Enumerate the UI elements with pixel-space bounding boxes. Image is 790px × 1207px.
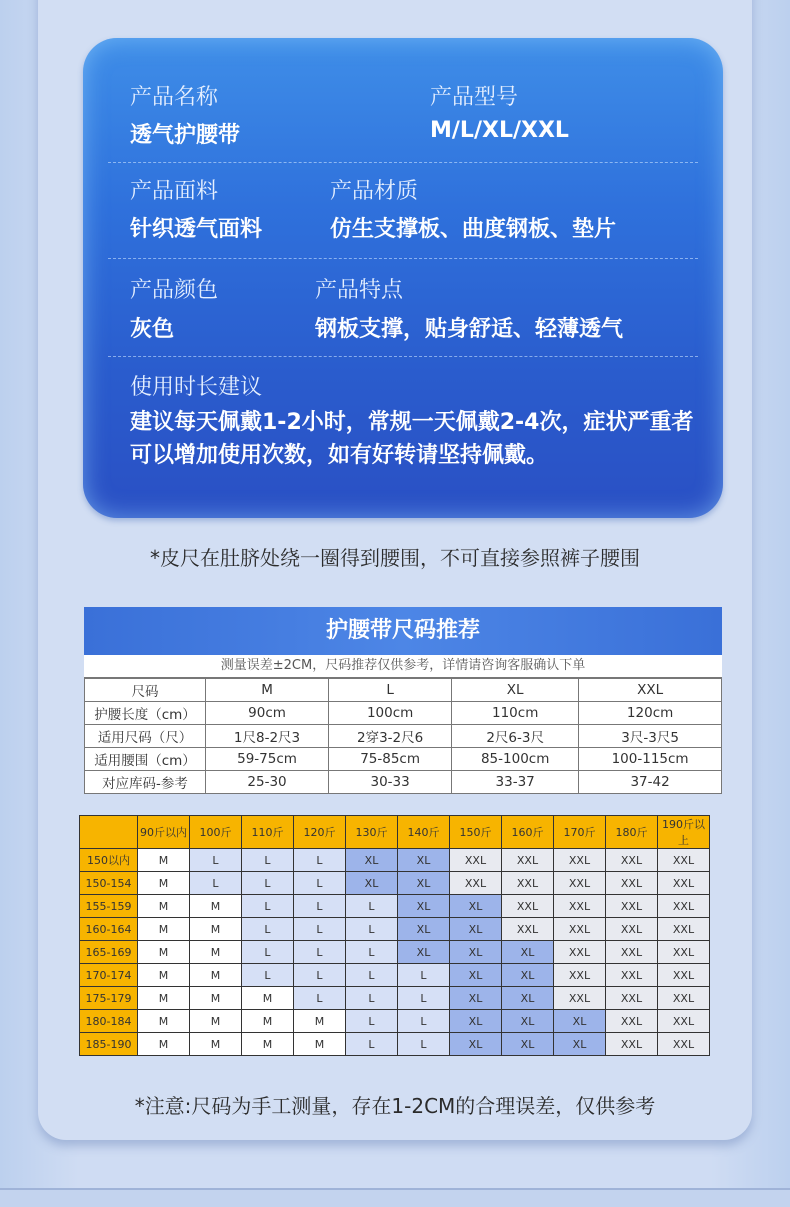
size-grid-cell: XL bbox=[502, 987, 554, 1010]
usage-label: 使用时长建议 bbox=[130, 375, 263, 400]
grid-row bbox=[80, 987, 710, 1010]
size-table-row bbox=[85, 771, 722, 794]
size-grid-cell: XL bbox=[398, 895, 450, 918]
size-grid-cell: XXL bbox=[502, 872, 554, 895]
height-header: 150以内 bbox=[80, 849, 138, 872]
size-grid-cell: XXL bbox=[554, 964, 606, 987]
size-grid-cell: M bbox=[190, 895, 242, 918]
size-cell: 100cm bbox=[329, 702, 452, 725]
weight-header: 110斤 bbox=[242, 816, 294, 849]
grid-row bbox=[80, 941, 710, 964]
size-grid-cell: XXL bbox=[658, 895, 710, 918]
size-grid-cell: M bbox=[138, 964, 190, 987]
product-model-label: 产品型号 bbox=[430, 85, 519, 110]
height-header: 180-184 bbox=[80, 1010, 138, 1033]
weight-header: 100斤 bbox=[190, 816, 242, 849]
product-name-value: 透气护腰带 bbox=[130, 123, 241, 148]
size-grid-cell: L bbox=[346, 964, 398, 987]
info-row-color bbox=[108, 258, 698, 357]
size-grid-cell: XXL bbox=[554, 987, 606, 1010]
size-grid-cell: XXL bbox=[658, 1033, 710, 1056]
size-grid-cell: XXL bbox=[554, 849, 606, 872]
bottom-bar bbox=[0, 1188, 790, 1207]
size-grid-cell: L bbox=[398, 1033, 450, 1056]
size-grid-cell: M bbox=[190, 1010, 242, 1033]
size-grid-cell: XL bbox=[502, 1010, 554, 1033]
height-header: 160-164 bbox=[80, 918, 138, 941]
size-cell: L bbox=[329, 679, 452, 702]
product-feature-value: 钢板支撑，贴身舒适、轻薄透气 bbox=[315, 317, 624, 342]
product-fabric-value: 针织透气面料 bbox=[130, 217, 263, 242]
size-grid-cell: XL bbox=[450, 941, 502, 964]
size-grid-cell: XL bbox=[398, 918, 450, 941]
grid-row bbox=[80, 918, 710, 941]
weight-header: 130斤 bbox=[346, 816, 398, 849]
size-grid-cell: L bbox=[294, 964, 346, 987]
height-header: 165-169 bbox=[80, 941, 138, 964]
info-row-usage bbox=[108, 356, 698, 496]
grid-row bbox=[80, 895, 710, 918]
size-grid-cell: M bbox=[138, 987, 190, 1010]
size-grid-cell: XL bbox=[450, 1010, 502, 1033]
size-cell: XL bbox=[452, 679, 579, 702]
size-grid-cell: XXL bbox=[658, 849, 710, 872]
size-grid-cell: XXL bbox=[606, 987, 658, 1010]
size-recommendation-table bbox=[84, 607, 722, 794]
size-grid-cell: L bbox=[346, 941, 398, 964]
size-table-subtitle: 测量误差±2CM，尺码推荐仅供参考，详情请咨询客服确认下单 bbox=[84, 655, 722, 678]
size-grid-cell: XL bbox=[502, 941, 554, 964]
grid-row bbox=[80, 1033, 710, 1056]
size-row-header: 适用腰围（cm） bbox=[85, 748, 206, 771]
size-grid-cell: XL bbox=[450, 918, 502, 941]
product-fabric-label: 产品面料 bbox=[130, 179, 219, 204]
product-color-value: 灰色 bbox=[130, 317, 175, 342]
size-grid-cell: XXL bbox=[502, 849, 554, 872]
grid-row bbox=[80, 1010, 710, 1033]
size-grid-cell: L bbox=[346, 987, 398, 1010]
size-cell: 2尺6-3尺 bbox=[452, 725, 579, 748]
size-grid-cell: XXL bbox=[606, 1010, 658, 1033]
size-grid-cell: L bbox=[294, 872, 346, 895]
height-header: 185-190 bbox=[80, 1033, 138, 1056]
size-grid-cell: L bbox=[294, 849, 346, 872]
size-grid-cell: L bbox=[242, 941, 294, 964]
size-grid-cell: XXL bbox=[554, 941, 606, 964]
size-grid-cell: L bbox=[346, 918, 398, 941]
height-header: 155-159 bbox=[80, 895, 138, 918]
size-grid-cell: L bbox=[294, 941, 346, 964]
size-grid-cell: XL bbox=[450, 964, 502, 987]
size-grid-cell: XXL bbox=[606, 895, 658, 918]
size-grid-cell: XXL bbox=[450, 849, 502, 872]
size-grid-cell: L bbox=[294, 918, 346, 941]
waist-measure-note: *皮尺在肚脐处绕一圈得到腰围，不可直接参照裤子腰围 bbox=[150, 546, 640, 570]
size-row-header: 护腰长度（cm） bbox=[85, 702, 206, 725]
size-grid-cell: M bbox=[190, 918, 242, 941]
height-header: 150-154 bbox=[80, 872, 138, 895]
size-cell: 3尺-3尺5 bbox=[579, 725, 722, 748]
size-grid-cell: XXL bbox=[554, 895, 606, 918]
height-weight-table bbox=[79, 815, 710, 1056]
size-grid-cell: L bbox=[242, 964, 294, 987]
size-grid-cell: M bbox=[138, 849, 190, 872]
size-grid-cell: XL bbox=[398, 872, 450, 895]
size-grid-cell: XXL bbox=[658, 918, 710, 941]
size-grid-cell: L bbox=[294, 895, 346, 918]
size-cell: 59-75cm bbox=[206, 748, 329, 771]
size-cell: 33-37 bbox=[452, 771, 579, 794]
size-grid-cell: XL bbox=[450, 895, 502, 918]
size-grid-cell: XXL bbox=[606, 918, 658, 941]
size-grid-cell: L bbox=[398, 1010, 450, 1033]
size-grid-cell: XXL bbox=[606, 1033, 658, 1056]
size-grid-cell: M bbox=[138, 895, 190, 918]
size-cell: XXL bbox=[579, 679, 722, 702]
size-grid-cell: XXL bbox=[554, 872, 606, 895]
grid-row bbox=[80, 964, 710, 987]
size-grid-cell: L bbox=[190, 872, 242, 895]
size-grid-cell: XXL bbox=[658, 964, 710, 987]
size-grid-cell: M bbox=[138, 872, 190, 895]
weight-header: 150斤 bbox=[450, 816, 502, 849]
size-cell: M bbox=[206, 679, 329, 702]
size-grid-cell: M bbox=[190, 964, 242, 987]
size-table-row bbox=[85, 702, 722, 725]
size-cell: 85-100cm bbox=[452, 748, 579, 771]
size-grid-cell: XXL bbox=[658, 987, 710, 1010]
size-table-row bbox=[85, 725, 722, 748]
grid-row bbox=[80, 872, 710, 895]
size-grid-cell: M bbox=[242, 987, 294, 1010]
size-grid-cell: M bbox=[190, 941, 242, 964]
size-grid-cell: XL bbox=[554, 1033, 606, 1056]
size-grid-cell: M bbox=[138, 1033, 190, 1056]
grid-header-row bbox=[80, 816, 710, 849]
product-material-label: 产品材质 bbox=[330, 179, 419, 204]
size-grid-cell: L bbox=[242, 895, 294, 918]
size-cell: 37-42 bbox=[579, 771, 722, 794]
weight-header: 180斤 bbox=[606, 816, 658, 849]
size-grid-cell: XXL bbox=[502, 918, 554, 941]
product-feature-label: 产品特点 bbox=[315, 278, 404, 303]
size-grid-cell: L bbox=[294, 987, 346, 1010]
size-grid-cell: XXL bbox=[554, 918, 606, 941]
product-name-label: 产品名称 bbox=[130, 85, 219, 110]
size-grid-cell: M bbox=[190, 987, 242, 1010]
size-grid-cell: L bbox=[346, 895, 398, 918]
grid-corner bbox=[80, 816, 138, 849]
size-table-row bbox=[85, 748, 722, 771]
size-grid-cell: XL bbox=[502, 964, 554, 987]
weight-header: 140斤 bbox=[398, 816, 450, 849]
weight-header: 160斤 bbox=[502, 816, 554, 849]
size-cell: 1尺8-2尺3 bbox=[206, 725, 329, 748]
size-grid-cell: M bbox=[242, 1010, 294, 1033]
info-row-name bbox=[108, 38, 698, 163]
measurement-disclaimer: *注意:尺码为手工测量，存在1-2CM的合理误差，仅供参考 bbox=[134, 1094, 656, 1118]
height-header: 175-179 bbox=[80, 987, 138, 1010]
size-grid-cell: XXL bbox=[658, 1010, 710, 1033]
size-row-header: 尺码 bbox=[85, 679, 206, 702]
size-grid-cell: L bbox=[242, 849, 294, 872]
size-row-header: 适用尺码（尺） bbox=[85, 725, 206, 748]
size-grid-cell: M bbox=[242, 1033, 294, 1056]
size-cell: 90cm bbox=[206, 702, 329, 725]
product-color-label: 产品颜色 bbox=[130, 278, 219, 303]
size-row-header: 对应库码-参考 bbox=[85, 771, 206, 794]
size-grid-cell: XXL bbox=[606, 964, 658, 987]
product-material-value: 仿生支撑板、曲度钢板、垫片 bbox=[330, 217, 617, 242]
size-grid-cell: XL bbox=[398, 941, 450, 964]
size-table-grid bbox=[84, 678, 722, 794]
weight-header: 90斤以内 bbox=[138, 816, 190, 849]
size-table-title: 护腰带尺码推荐 bbox=[84, 607, 722, 655]
size-cell: 100-115cm bbox=[579, 748, 722, 771]
size-grid-cell: L bbox=[346, 1033, 398, 1056]
size-grid-cell: M bbox=[190, 1033, 242, 1056]
size-grid-cell: XXL bbox=[502, 895, 554, 918]
size-grid-cell: XXL bbox=[658, 941, 710, 964]
size-grid-cell: L bbox=[398, 987, 450, 1010]
size-grid-cell: L bbox=[242, 872, 294, 895]
size-grid-cell: XXL bbox=[450, 872, 502, 895]
size-grid-cell: XXL bbox=[606, 872, 658, 895]
size-grid-cell: L bbox=[190, 849, 242, 872]
size-cell: 25-30 bbox=[206, 771, 329, 794]
weight-header: 170斤 bbox=[554, 816, 606, 849]
size-cell: 75-85cm bbox=[329, 748, 452, 771]
product-info-card bbox=[83, 38, 723, 518]
size-cell: 120cm bbox=[579, 702, 722, 725]
usage-value: 建议每天佩戴1-2小时，常规一天佩戴2-4次，症状严重者可以增加使用次数，如有好转请坚持佩戴。 bbox=[130, 410, 694, 468]
size-grid-cell: XL bbox=[346, 849, 398, 872]
size-grid-cell: XL bbox=[502, 1033, 554, 1056]
size-grid-cell: M bbox=[138, 941, 190, 964]
weight-header: 190斤以上 bbox=[658, 816, 710, 849]
size-grid-cell: XXL bbox=[606, 941, 658, 964]
size-grid-cell: XL bbox=[450, 1033, 502, 1056]
grid-row bbox=[80, 849, 710, 872]
height-header: 170-174 bbox=[80, 964, 138, 987]
size-grid-cell: M bbox=[138, 918, 190, 941]
size-grid-cell: L bbox=[398, 964, 450, 987]
size-cell: 30-33 bbox=[329, 771, 452, 794]
size-cell: 2穿3-2尺6 bbox=[329, 725, 452, 748]
size-cell: 110cm bbox=[452, 702, 579, 725]
size-grid-cell: M bbox=[294, 1033, 346, 1056]
size-grid-cell: XXL bbox=[606, 849, 658, 872]
product-model-value: M/L/XL/XXL bbox=[430, 118, 569, 143]
size-grid-cell: XL bbox=[346, 872, 398, 895]
size-grid-cell: L bbox=[242, 918, 294, 941]
size-grid-cell: L bbox=[346, 1010, 398, 1033]
info-row-fabric bbox=[108, 162, 698, 259]
size-grid-cell: XL bbox=[398, 849, 450, 872]
size-table-row bbox=[85, 679, 722, 702]
height-weight-grid bbox=[79, 815, 710, 1056]
weight-header: 120斤 bbox=[294, 816, 346, 849]
size-grid-cell: XL bbox=[554, 1010, 606, 1033]
size-grid-cell: XXL bbox=[658, 872, 710, 895]
size-grid-cell: XL bbox=[450, 987, 502, 1010]
size-grid-cell: M bbox=[138, 1010, 190, 1033]
size-grid-cell: M bbox=[294, 1010, 346, 1033]
